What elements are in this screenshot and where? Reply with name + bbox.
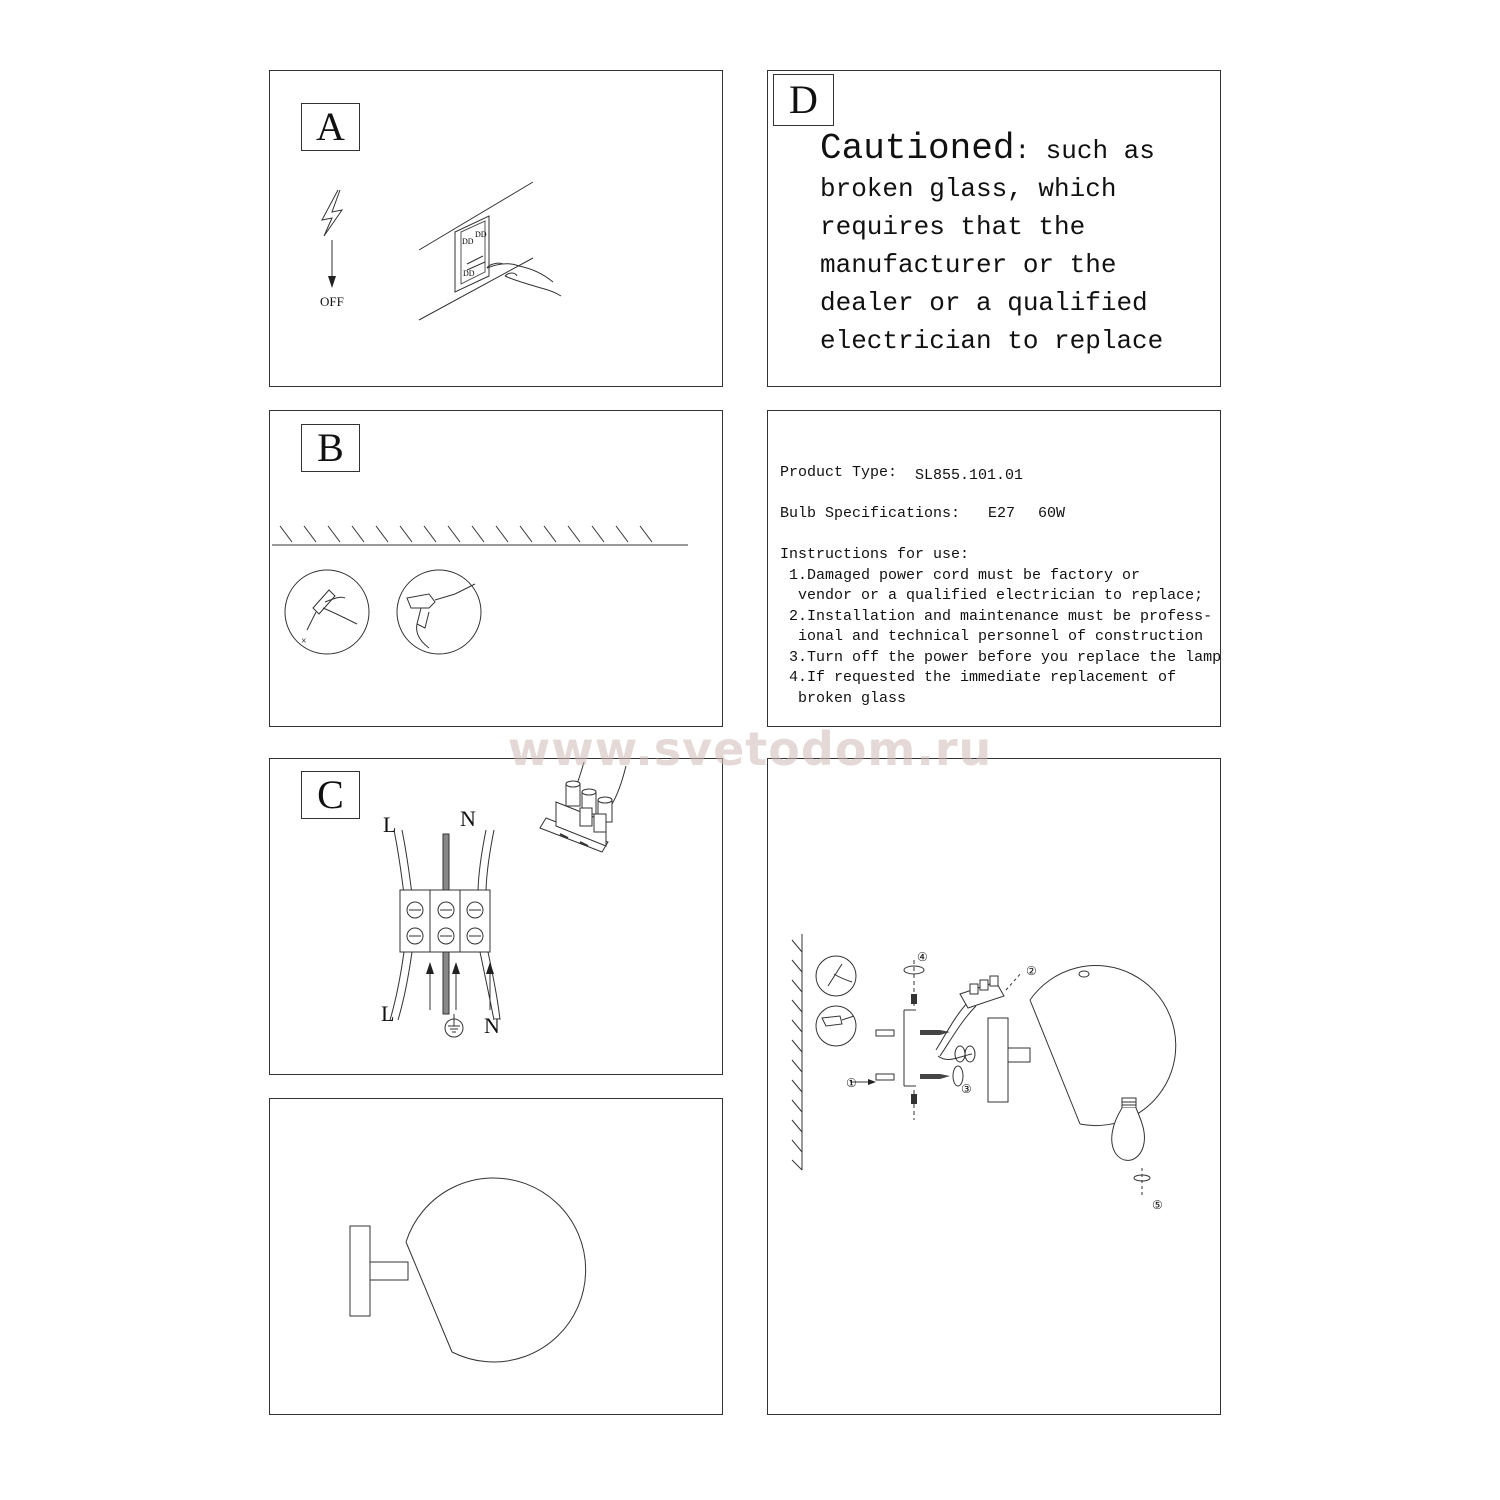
instruction-line: broken glass — [780, 690, 907, 707]
callout-4: ④ — [917, 950, 928, 964]
bulb-power-value: 60W — [1038, 505, 1066, 522]
assembly-diagram — [790, 930, 1210, 1220]
instruction-line: 3.Turn off the power before you replace the lamp — [780, 649, 1222, 666]
caution-text — [820, 130, 1210, 360]
callout-2-top: ② — [1026, 964, 1037, 978]
wall-switch-illustration — [415, 180, 565, 322]
caution-line: electrician to replace — [820, 326, 1164, 356]
product-type-label: Product Type: — [780, 464, 898, 481]
instructions-heading: Instructions for use: — [780, 546, 970, 563]
wire-label-n-top: N — [460, 806, 476, 831]
watermark: www.svetodom.ru — [507, 722, 993, 776]
terminal-block-wiring — [390, 830, 500, 1040]
caution-line: : such as — [1014, 136, 1155, 166]
instruction-line: 4.If requested the immediate replacement of — [780, 669, 1177, 686]
panel-b-letter: B — [301, 424, 360, 472]
product-type-value: SL855.101.01 — [915, 467, 1024, 484]
instruction-line: 1.Damaged power cord must be factory or — [780, 567, 1141, 584]
wire-label-l-top: L — [383, 812, 397, 837]
panel-d-letter: D — [773, 74, 834, 126]
screwdriver-icon — [283, 568, 371, 656]
instruction-line: vendor or a qualified electrician to replace; — [780, 587, 1204, 604]
svg-text:DD: DD — [475, 230, 487, 239]
callout-1: ① — [846, 1076, 857, 1090]
drill-icon — [395, 568, 483, 656]
bulb-base-value: E27 — [988, 505, 1016, 522]
connector-block-icon — [536, 762, 646, 872]
caution-title: Cautioned — [820, 128, 1015, 169]
wall-lamp-side-view — [348, 1170, 548, 1370]
off-label: OFF — [320, 294, 344, 309]
callout-3: ③ — [961, 1082, 972, 1096]
callout-5: ⑤ — [1152, 1198, 1163, 1212]
svg-text:DD: DD — [463, 269, 475, 278]
caution-line: broken glass, which — [820, 174, 1117, 204]
bulb-spec-label: Bulb Specifications: — [780, 505, 961, 522]
svg-text:DD: DD — [462, 237, 474, 246]
caution-line: dealer or a qualified — [820, 288, 1148, 318]
lightning-icon — [316, 188, 356, 293]
caution-line: requires that the — [820, 212, 1086, 242]
caution-line: manufacturer or the — [820, 250, 1117, 280]
ceiling-hatch-line — [272, 520, 690, 548]
instruction-line: 2.Installation and maintenance must be profess- — [780, 608, 1213, 625]
svg-text:×: × — [301, 636, 307, 647]
panel-a-letter: A — [301, 103, 360, 151]
panel-c-letter: C — [301, 771, 360, 819]
instruction-line: ional and technical personnel of construction — [780, 628, 1204, 645]
wire-label-l-bottom: L — [381, 1001, 395, 1026]
wire-label-n-bottom: N — [484, 1013, 500, 1038]
